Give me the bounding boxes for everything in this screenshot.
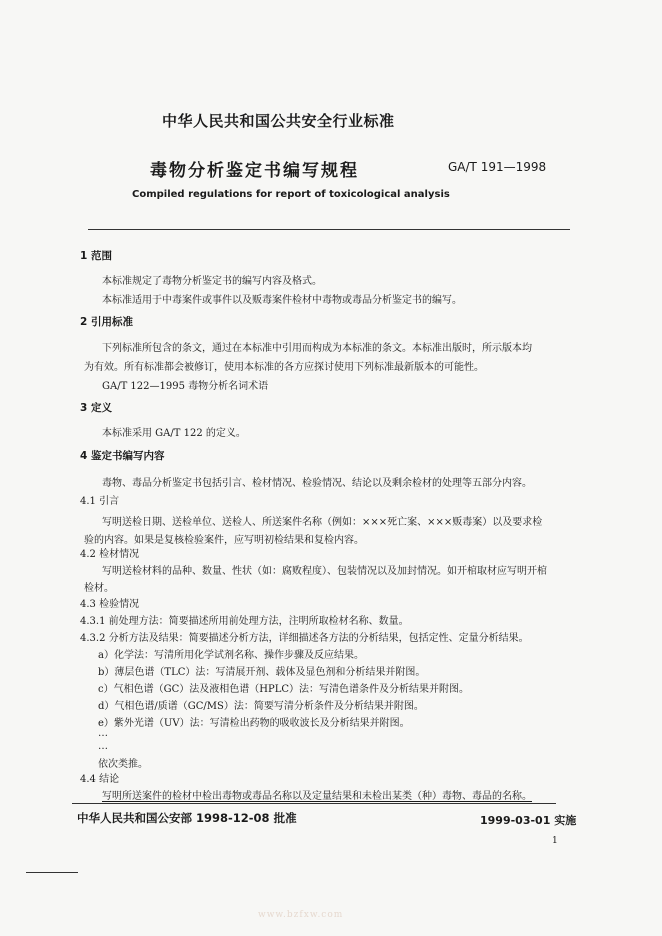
section-2-heading: 2 引用标准 [80,316,133,328]
organization-heading: 中华人民共和国公共安全行业标准 [162,112,395,130]
section-4-4-heading: 4.4 结论 [80,774,120,785]
section-3-heading: 3 定义 [80,402,112,414]
watermark-text: www.bzfxw.com [258,910,344,920]
section-4-1-heading: 4.1 引言 [80,496,120,507]
section-1-para-1: 本标准规定了毒物分析鉴定书的编写内容及格式。 [102,276,322,287]
section-2-para-1: 下列标准所包含的条文，通过在本标准中引用而构成为本标准的条文。本标准出版时，所示版本均 [102,343,532,354]
section-4-intro: 毒物、毒品分析鉴定书包括引言、检材情况、检验情况、结论以及剩余检材的处理等五部分内容。 [102,478,532,489]
standard-code: GA/T 191—1998 [448,160,547,174]
section-4-3-2: 4.3.2 分析方法及结果：简要描述分析方法，详细描述各方法的分析结果，包括定性、定量分析结果。 [80,633,529,644]
section-4-2-heading: 4.2 检材情况 [80,549,140,560]
section-4-3-heading: 4.3 检验情况 [80,599,140,610]
section-4-4-para-1: 写明所送案件的检材中检出毒物或毒品名称以及定量结果和未检出某类（种）毒物、毒品的名称。 [102,791,532,802]
ellipsis-1: … [98,728,108,739]
section-4-1-para-2: 验的内容。如果是复核检验案件，应写明初检结果和复检内容。 [84,535,364,546]
ellipsis-2: … [98,741,108,752]
top-divider [88,229,570,230]
english-title: Compiled regulations for report of toxicological analysis [132,189,450,200]
section-4-3-1: 4.3.1 前处理方法：简要描述所用前处理方法，注明所取检材名称、数量。 [80,616,409,627]
bottom-divider [72,803,556,804]
page-number: 1 [552,836,558,846]
section-4-heading: 4 鉴定书编写内容 [80,450,165,462]
method-item-a: a）化学法：写清所用化学试剂名称、操作步骤及反应结果。 [98,650,364,661]
method-item-c: c）气相色谱（GC）法及液相色谱（HPLC）法：写清色谱条件及分析结果并附图。 [98,684,469,695]
footnote-line [26,872,78,873]
method-item-d: d）气相色谱/质谱（GC/MS）法：简要写清分析条件及分析结果并附图。 [98,701,424,712]
section-2-reference: GA/T 122—1995 毒物分析名词术语 [102,381,269,392]
method-item-e: e）紫外光谱（UV）法：写清检出药物的吸收波长及分析结果并附图。 [98,718,410,729]
section-2-para-1-cont: 为有效。所有标准都会被修订，使用本标准的各方应探讨使用下列标准最新版本的可能性。 [84,362,484,373]
section-3-para-1: 本标准采用 GA/T 122 的定义。 [102,428,246,439]
implementation-date: 1999-03-01 实施 [480,814,577,827]
document-title: 毒物分析鉴定书编写规程 [150,161,359,181]
issuer-approval: 中华人民共和国公安部 1998-12-08 批准 [77,811,297,825]
section-4-2-para-2: 检材。 [84,583,114,594]
method-item-b: b）薄层色谱（TLC）法：写清展开剂、载体及显色剂和分析结果并附图。 [98,667,426,678]
section-4-2-para-1: 写明送检材料的品种、数量、性状（如：腐败程度）、包装情况以及加封情况。如开棺取材应写明开棺 [102,566,547,577]
analogy-note: 依次类推。 [98,759,148,770]
section-4-1-para-1: 写明送检日期、送检单位、送检人、所送案件名称（例如：×××死亡案、×××贩毒案）以及要求检 [102,517,543,528]
section-1-para-2: 本标准适用于中毒案件或事件以及贩毒案件检材中毒物或毒品分析鉴定书的编写。 [102,295,462,306]
section-1-heading: 1 范围 [80,250,112,262]
